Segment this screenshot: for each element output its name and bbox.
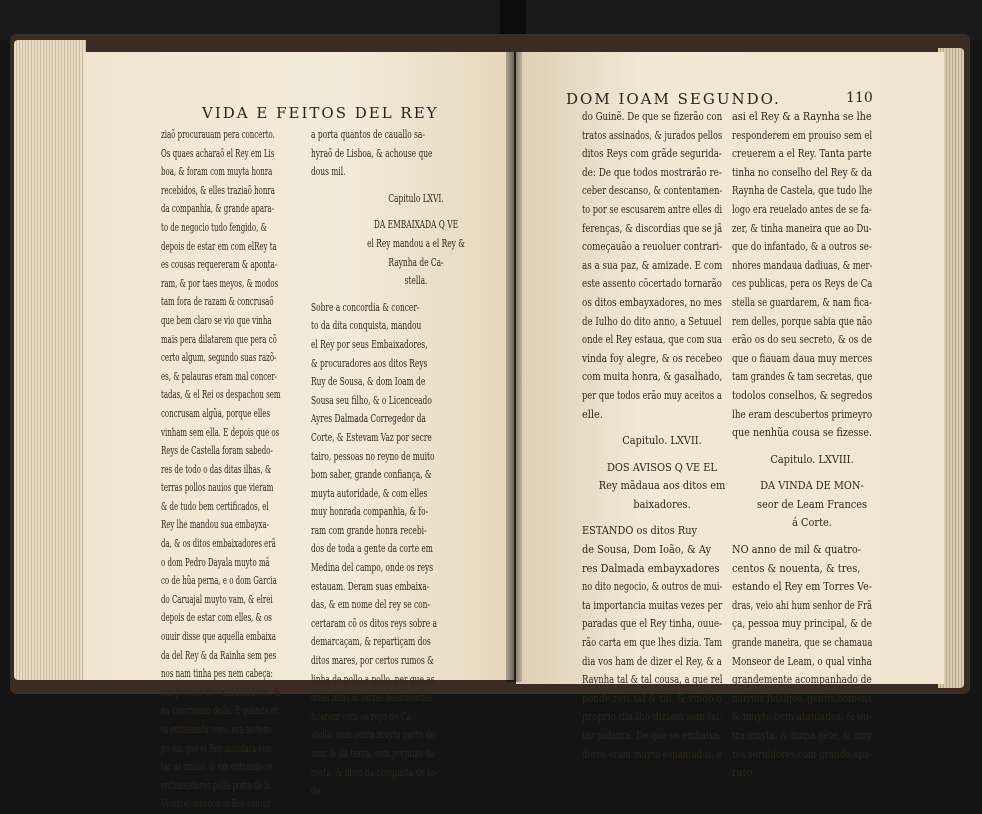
text-line: tinha no conselho del Rey & da: [732, 165, 873, 179]
text-line: asi el Rey & a Raynha se lhe: [732, 110, 872, 123]
right-col1-body: [582, 522, 742, 764]
text-line: linha de pollo a pollo, per que as: [311, 672, 435, 686]
text-line: do: [311, 784, 321, 798]
text-line: costa, & ilhas da conquista de to-: [311, 765, 438, 779]
chapter-heading-68: Capitulo. LXVIII.: [770, 452, 854, 466]
text-line: certo algum, segundo suas razõ-: [161, 351, 277, 365]
right-running-head: DOM IOAM SEGUNDO.: [566, 90, 781, 108]
text-line: ouuir disse que aquella embaixa: [161, 630, 276, 644]
text-line: es cousas requereram & aponta-: [161, 258, 278, 272]
text-line: de: De que todos mostrarão re-: [582, 165, 722, 179]
chapter-title-line: Raynha de Ca-: [388, 255, 444, 269]
chapter-heading-67: Capitulo. LXVII.: [622, 434, 702, 448]
chapter-title-line: á Corte.: [792, 516, 832, 530]
text-line: de Sousa, Dom Ioão, & Ay: [582, 543, 712, 557]
chapter-title-line: DOS AVISOS Q VE EL: [607, 460, 717, 474]
text-line: proprio dia lho diziam sem fal-: [582, 710, 723, 724]
text-line: ceber descanso, & contentamen-: [582, 184, 723, 198]
text-line: depois de estar em com elRey ta: [161, 239, 277, 253]
text-line: o dom Pedro Dayala muyto mã: [161, 555, 270, 569]
text-line: dia vos ham de dizer el Rey, & a: [582, 654, 722, 668]
text-line: demarcaçam, & repartiçam dos: [311, 635, 431, 649]
text-line: dous mil.: [311, 165, 346, 179]
text-line: Ruy de Sousa, & dom Ioam de: [311, 375, 426, 389]
text-line: Ayres Dalmada Corregedor da: [311, 412, 426, 426]
text-line: ditas ilhas & terras descubertas: [311, 691, 433, 705]
text-line: da, & os ditos embaixadores erã: [161, 537, 276, 551]
text-line: ça, pessoa muy principal, & de: [732, 617, 872, 631]
chapter-heading-66: Capitulo LXVI.: [388, 191, 444, 205]
text-line: este assento cõcertado tornarão: [582, 277, 722, 291]
text-line: dores eram muyto espantados, e: [582, 747, 722, 761]
text-line: po em que el Rey mandara con-: [161, 741, 274, 755]
text-line: & de tudo bem certificados, el: [161, 499, 269, 513]
text-line: grandemente acompanhado de: [732, 673, 872, 687]
text-line: rem delles, porque sabia que não: [732, 314, 872, 328]
text-line: certaram cõ os ditos reys sobre a: [311, 616, 437, 630]
text-line: mar, & da terra, sem perjuizo da: [311, 747, 435, 760]
text-line: rão carta em que lhes dizia. Tam: [582, 636, 723, 650]
right-column-2: [732, 108, 892, 783]
text-line: muytos fidalgos, gentis homens: [732, 691, 872, 705]
text-line: stella se guardarem, & nam fica-: [732, 295, 872, 309]
chapter-title-line: seor de Leam Frances: [756, 497, 868, 511]
text-line: ficaram com os reys de Ca-: [311, 709, 414, 723]
chapter-67-title: [582, 459, 742, 515]
text-line: ditos mares, por certos rumos &: [311, 654, 434, 668]
text-line: Reys de Castella foram sabedo-: [161, 444, 273, 458]
text-line: to por se escusarem antre elles di: [582, 202, 723, 216]
text-line: as a sua paz, & amizade. E com: [582, 258, 723, 272]
text-line: nas pessoas dos embaixadores, &: [161, 685, 281, 699]
text-line: vinham sem ella. E depois que os: [161, 425, 280, 439]
text-line: ram, & por taes meyos, & modos: [161, 276, 279, 290]
text-line: com muita honra, & gasalhado,: [582, 370, 723, 384]
text-line: mais pera dilatarem que pera cõ: [161, 332, 277, 346]
text-line: concrusam algũa, porque elles: [161, 406, 271, 420]
text-line: centos & nouenta, & tres,: [732, 561, 861, 575]
text-line: boa, & foram com muyta honra: [161, 165, 273, 179]
text-line: onde el Rey estaua, que com sua: [582, 333, 722, 347]
page-edges-left: [14, 40, 86, 680]
text-line: depois de estar com elles, & os: [161, 611, 272, 625]
text-line: elle.: [582, 407, 603, 421]
text-line: dos de toda a gente da corte em: [311, 542, 433, 556]
left-col2-top: [311, 126, 521, 182]
text-line: res Dalmada embayxadores: [582, 561, 720, 575]
text-line: recebidos, & elles traziaõ honra: [161, 183, 275, 197]
right-col2-top: [732, 108, 892, 443]
text-line: ta importancia muitas vezes per: [582, 598, 723, 612]
text-line: de Iulho do dito anno, a Setuuel: [582, 314, 722, 328]
chapter-title-line: baixadores.: [633, 497, 691, 511]
text-line: Vicente, mandou el Rey contar: [161, 797, 271, 811]
text-line: estando el Rey em Torres Ve-: [732, 580, 872, 594]
text-line: tam fora de razam & concrusaõ: [161, 295, 274, 309]
text-line: erão os do seu secreto, & os de: [732, 333, 872, 347]
text-line: logo era reuelado antes de se fa-: [732, 202, 872, 216]
text-line: tadas, & el Rei os despachou sem: [161, 388, 281, 402]
right-col1-top: [582, 108, 742, 424]
text-line: paradas que el Rey tinha, ouue-: [582, 617, 723, 631]
right-page: [516, 52, 944, 780]
text-line: stella, com outra muyta parte do: [311, 728, 435, 742]
text-line: tairo, pessoas no reyno de muito: [311, 449, 435, 463]
text-line: tra muyta, & limpa gẽte, & muy: [732, 729, 872, 742]
chapter-66-title: [311, 216, 521, 290]
text-line: ces publicas, pera os Reys de Ca: [732, 277, 873, 291]
left-col2-body: [311, 299, 521, 801]
text-line: per que todos erão muy aceitos a: [582, 388, 722, 402]
text-line: começauão a reuoluer contrari-: [582, 240, 723, 254]
chapter-title-line: el Rey mandou a el Rey &: [367, 236, 465, 250]
text-line: Sousa seu filho, & o Licenceado: [311, 393, 432, 407]
text-line: responderem em prouiso sem el: [732, 128, 873, 142]
text-line: Rey lhe mandou sua embayxa-: [161, 518, 270, 532]
text-line: da del Rey & da Rainha sem pes: [161, 648, 277, 662]
right-column-1: [582, 108, 742, 764]
text-line: do Guinẽ. De que se fizerão con: [582, 110, 723, 123]
text-line: rato: [732, 766, 753, 780]
text-line: nos nam tinha pes nem cabeça:: [161, 667, 273, 681]
left-running-head: VIDA E FEITOS DEL REY: [202, 104, 439, 122]
text-line: tratos assinados, & jurados pellos: [582, 128, 723, 142]
text-line: a porta quantos de cauallo sa-: [311, 128, 425, 141]
text-line: tar as mulas, & em entrando os: [161, 760, 274, 774]
text-line: do Caruajal muyto vam, & elrei: [161, 592, 273, 606]
book-gutter: [506, 52, 522, 682]
chapter-title-line: Rey mãdaua aos ditos em: [598, 479, 726, 493]
right-col2-body: [732, 541, 892, 783]
text-line: res de todo o das ditas ilhas, &: [161, 462, 272, 476]
text-line: Sobre a concordia & concer-: [311, 300, 420, 314]
text-line: Raynha tal & tal cousa, a que rel: [582, 673, 723, 687]
text-line: Monseor de Leam, o qual vinha: [732, 654, 872, 668]
text-line: bom saber, grande confiança, &: [311, 468, 432, 482]
text-line: nhores mandaua dadiuas, & mer-: [732, 258, 873, 272]
text-line: NO anno de mil & quatro-: [732, 543, 862, 557]
page-number: 110: [846, 90, 873, 106]
text-line: da companhia, & grande apara-: [161, 202, 274, 216]
text-line: ditos Reys com grãde segurida-: [582, 147, 722, 161]
text-line: Corte, & Estevam Vaz por secre: [311, 430, 432, 444]
text-line: que o fiauam daua muy merces: [732, 351, 873, 365]
text-line: embaixadores polla porta de S.: [161, 778, 272, 792]
text-line: todolos conselhos, & segredos: [732, 388, 873, 402]
text-line: na concrusam della. E quando et: [161, 704, 278, 718]
text-line: tar palaura. De que os embaixa-: [582, 729, 722, 742]
text-line: vinda foy alegre, & os recebeo: [582, 351, 723, 365]
chapter-68-title: [732, 477, 892, 533]
text-line: el Rey por seus Embaixadores,: [311, 337, 428, 351]
text-line: es, & palauras eram mal concer-: [161, 369, 278, 383]
text-line: estauam. Deram suas embaixa-: [311, 579, 430, 593]
text-line: que bem claro se vio que vinha: [161, 313, 272, 327]
text-line: terras pollos nauios que vieram: [161, 481, 274, 495]
text-line: creuerem a el Rey. Tanta parte: [732, 147, 872, 161]
text-line: Raynha de Castela, que tudo lhe: [732, 184, 873, 198]
text-line: ta embaixada veyo, era no tem-: [161, 723, 273, 736]
text-line: tos seruidores com grande apa-: [732, 747, 873, 761]
text-line: ferenças, & discordias que se jã: [582, 221, 723, 235]
text-line: grande maneira, que se chamaua: [732, 636, 873, 650]
text-line: que nenhũa cousa se fizesse.: [732, 426, 873, 440]
text-line: to de negocio tudo fengido, &: [161, 220, 267, 234]
text-line: lhe eram descubertos primeyro: [732, 407, 873, 421]
text-line: dras, veio ahi hum senhor de Frã: [732, 598, 873, 612]
text-line: muyta autoridade, & com elles: [311, 486, 428, 500]
text-line: que do infantado, & a outros se-: [732, 240, 872, 254]
text-line: zer, & tinha maneira que ao Du-: [732, 221, 872, 235]
text-line: os ditos embayxadores, no mes: [582, 295, 722, 309]
chapter-title-line: stella.: [404, 274, 428, 288]
left-page: [84, 52, 514, 811]
text-line: hyraõ de Lisboa, & achouse que: [311, 146, 433, 160]
text-line: to da dita conquista, mandou: [311, 319, 422, 333]
text-line: das, & em nome del rey se con-: [311, 598, 430, 612]
text-line: ram com grande honra recebi-: [311, 523, 427, 537]
chapter-title-line: DA EMBAIXADA Q VE: [373, 218, 459, 232]
text-line: Medina del campo, onde os reys: [311, 561, 434, 575]
text-line: ponde reis tal & tal, & vindo o: [582, 691, 722, 705]
text-line: muy honrada companhia, & fo-: [311, 505, 429, 519]
text-line: Os quaes acharaõ el Rey em Lis: [161, 146, 275, 160]
text-line: ziaõ procurauam pera concerto.: [161, 128, 275, 141]
chapter-title-line: DA VINDA DE MON-: [760, 479, 864, 493]
text-line: co de hũa perna, e o dom Garcia: [161, 574, 277, 588]
text-line: ESTANDO os ditos Ruy: [582, 524, 698, 538]
text-line: no dito negocio, & outros de mui-: [582, 580, 723, 594]
text-line: & procuradores aos ditos Reys: [311, 356, 428, 370]
left-column-2: [311, 126, 521, 801]
text-line: tam grandes & tam secretas, que: [732, 370, 873, 384]
text-line: & muyto bem atauiados, & ou-: [732, 710, 872, 724]
